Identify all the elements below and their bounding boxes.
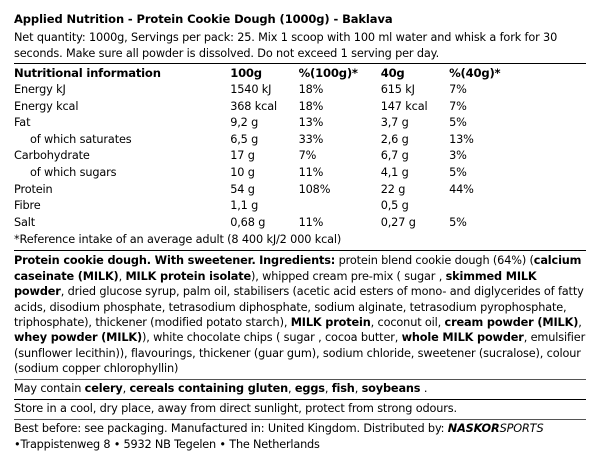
nutrient-value-100g: 54 g — [230, 182, 255, 196]
footer-address: •Trappistenweg 8 • 5932 NB Tegelen • The Netherlands — [14, 437, 320, 451]
nutrient-value-40g: 2,6 g — [380, 132, 409, 146]
nutrition-table — [14, 65, 586, 231]
nutrient-name: Fat — [14, 116, 31, 130]
nutrient-value-100g: 17 g — [230, 149, 255, 163]
divider-above-storage — [14, 399, 586, 400]
ingredient-text: ), whipped cream pre-mix ( sugar , — [251, 269, 446, 283]
nutrient-value-100g: 1540 kJ — [230, 83, 272, 96]
ingredient-text: , — [354, 381, 362, 395]
nutrient-value-100g: 1,1 g — [230, 199, 259, 213]
nutrient-percent-40g: 13% — [449, 132, 474, 146]
ingredient-text: , — [118, 269, 126, 283]
table-row — [14, 132, 586, 149]
header-percent-100g: %(100g)* — [298, 66, 358, 80]
brand-name-light: SPORTS — [499, 421, 544, 435]
product-description: Net quantity: 1000g, Servings per pack: 25. Mix 1 scoop with 100 ml water and whisk a fork for 30 seconds. Make sure all powder is dissolved. Do not exceed 1 serving per day. — [14, 31, 558, 60]
nutrient-value-40g: 22 g — [380, 182, 406, 196]
allergen-emphasis: Protein cookie dough. With sweetener. — [14, 254, 256, 268]
nutrient-percent-40g: 7% — [449, 83, 467, 96]
allergen-emphasis: Ingredients: — [259, 254, 336, 268]
allergen-emphasis: celery — [84, 381, 123, 395]
allergen-emphasis: MILK protein — [290, 315, 371, 329]
ingredient-text: , dried glucose syrup, palm oil, stabilisers (acetic acid esters of mono- and diglycerides of fatty acids, disodium phosphate, tetrasodium diphosphate, sodium alginate, tetrasodium pyrophosphate, triphosphate), thickener (modified potato starch), — [14, 285, 584, 329]
table-row — [14, 165, 586, 182]
table-row — [14, 115, 586, 132]
table-row — [14, 182, 586, 199]
nutrient-name: Energy kcal — [14, 99, 79, 113]
allergen-emphasis: skimmed MILK powder — [14, 269, 537, 299]
allergen-emphasis: whole MILK powder — [401, 331, 524, 345]
allergen-emphasis: eggs — [294, 381, 325, 395]
nutrient-percent-100g: 18% — [298, 83, 324, 96]
nutrient-percent-100g: 13% — [298, 116, 324, 130]
allergen-emphasis: calcium caseinate (MILK) — [14, 254, 582, 283]
nutrient-value-100g: 368 kcal — [230, 99, 277, 113]
nutrient-value-100g: 9,2 g — [230, 116, 259, 130]
ingredient-text: , — [287, 381, 295, 395]
nutrient-name: Energy kJ — [14, 83, 66, 96]
table-row — [14, 215, 586, 232]
ingredient-text: , — [324, 381, 332, 395]
nutrient-value-40g: 3,7 g — [380, 116, 409, 130]
nutrient-value-100g: 6,5 g — [230, 132, 259, 146]
nutrient-percent-40g: 3% — [449, 149, 467, 163]
nutrient-percent-40g: 7% — [449, 99, 467, 113]
may-contain-paragraph — [14, 381, 586, 397]
nutrient-percent-100g: 33% — [298, 132, 324, 146]
footer-prefix-text: Best before: see packaging. Manufactured in: United Kingdom. Distributed by: — [14, 421, 448, 435]
divider-above-footer — [14, 419, 586, 420]
header-value-100g: 100g — [230, 66, 262, 80]
header-percent-40g: %(40g)* — [449, 66, 501, 80]
nutrient-value-40g: 0,5 g — [380, 199, 409, 213]
nutrient-value-40g: 6,7 g — [380, 149, 409, 163]
table-row — [14, 82, 586, 99]
divider-above-ingredients — [14, 250, 586, 251]
divider-above-table — [14, 63, 586, 64]
nutrient-percent-40g — [449, 198, 586, 215]
header-nutritional-information: Nutritional information — [14, 66, 161, 80]
nutrient-value-40g: 615 kJ — [380, 83, 415, 96]
ingredient-text: ), white chocolate chips ( sugar , cocoa butter, — [142, 331, 402, 345]
nutrient-name: Fibre — [14, 199, 41, 213]
divider-above-may-contain — [14, 379, 586, 380]
ingredient-text: . — [420, 381, 428, 395]
nutrient-value-40g: 0,27 g — [380, 215, 416, 229]
allergen-emphasis: fish — [331, 381, 355, 395]
product-title: Applied Nutrition - Protein Cookie Dough (1000g) - Baklava — [14, 12, 393, 26]
allergen-emphasis: cream powder (MILK) — [444, 315, 579, 329]
ingredient-text: , emulsifier (sunflower lecithin)), flavourings, thickener (guar gum), sodium chloride, sweetener (sucralose), colour (sodium copper chlorophyllin) — [14, 331, 586, 376]
nutrient-name: Salt — [14, 215, 36, 229]
nutrient-percent-100g: 108% — [298, 182, 331, 196]
nutrient-value-100g: 10 g — [230, 165, 255, 179]
nutrient-value-40g: 147 kcal — [380, 99, 428, 113]
nutrient-percent-40g: 5% — [449, 165, 467, 179]
nutrient-name: of which sugars — [30, 165, 117, 179]
nutrient-percent-40g: 44% — [449, 182, 474, 196]
allergen-emphasis: soybeans — [361, 381, 421, 395]
table-row — [14, 198, 586, 215]
ingredient-text: May contain — [14, 381, 85, 395]
brand-name-bold: NASKOR — [447, 421, 500, 435]
table-header-row — [14, 65, 586, 82]
ingredient-text: protein blend cookie dough (64%) ( — [335, 254, 534, 268]
nutrient-value-100g: 0,68 g — [230, 215, 266, 229]
footer-distribution-line — [14, 421, 586, 437]
nutrient-percent-40g: 5% — [449, 215, 467, 229]
allergen-emphasis: MILK protein isolate — [125, 269, 252, 283]
nutrient-percent-100g: 11% — [298, 215, 324, 229]
ingredient-text: , — [122, 381, 130, 395]
nutrient-percent-100g — [299, 198, 381, 215]
table-row — [14, 99, 586, 116]
allergen-emphasis: cereals containing gluten — [129, 381, 288, 395]
table-row — [14, 148, 586, 165]
nutrient-percent-100g: 7% — [298, 149, 317, 163]
allergen-emphasis: whey powder (MILK) — [14, 331, 142, 345]
nutrient-name: Carbohydrate — [14, 149, 90, 163]
nutrient-name: Protein — [14, 182, 53, 196]
nutrient-value-40g: 4,1 g — [380, 165, 409, 179]
ingredients-paragraph — [14, 252, 586, 376]
nutrient-percent-40g: 5% — [449, 116, 467, 130]
header-value-40g: 40g — [380, 66, 405, 80]
nutrient-name: of which saturates — [30, 132, 132, 146]
nutrient-percent-100g: 18% — [298, 99, 324, 113]
ingredient-text: , coconut oil, — [370, 315, 445, 329]
storage-instructions: Store in a cool, dry place, away from direct sunlight, protect from strong odours. — [14, 401, 457, 415]
ingredient-text: , — [578, 315, 582, 329]
reference-intake-note: *Reference intake of an average adult (8 400 kJ/2 000 kcal) — [14, 233, 342, 247]
nutrient-percent-100g: 11% — [298, 165, 324, 179]
